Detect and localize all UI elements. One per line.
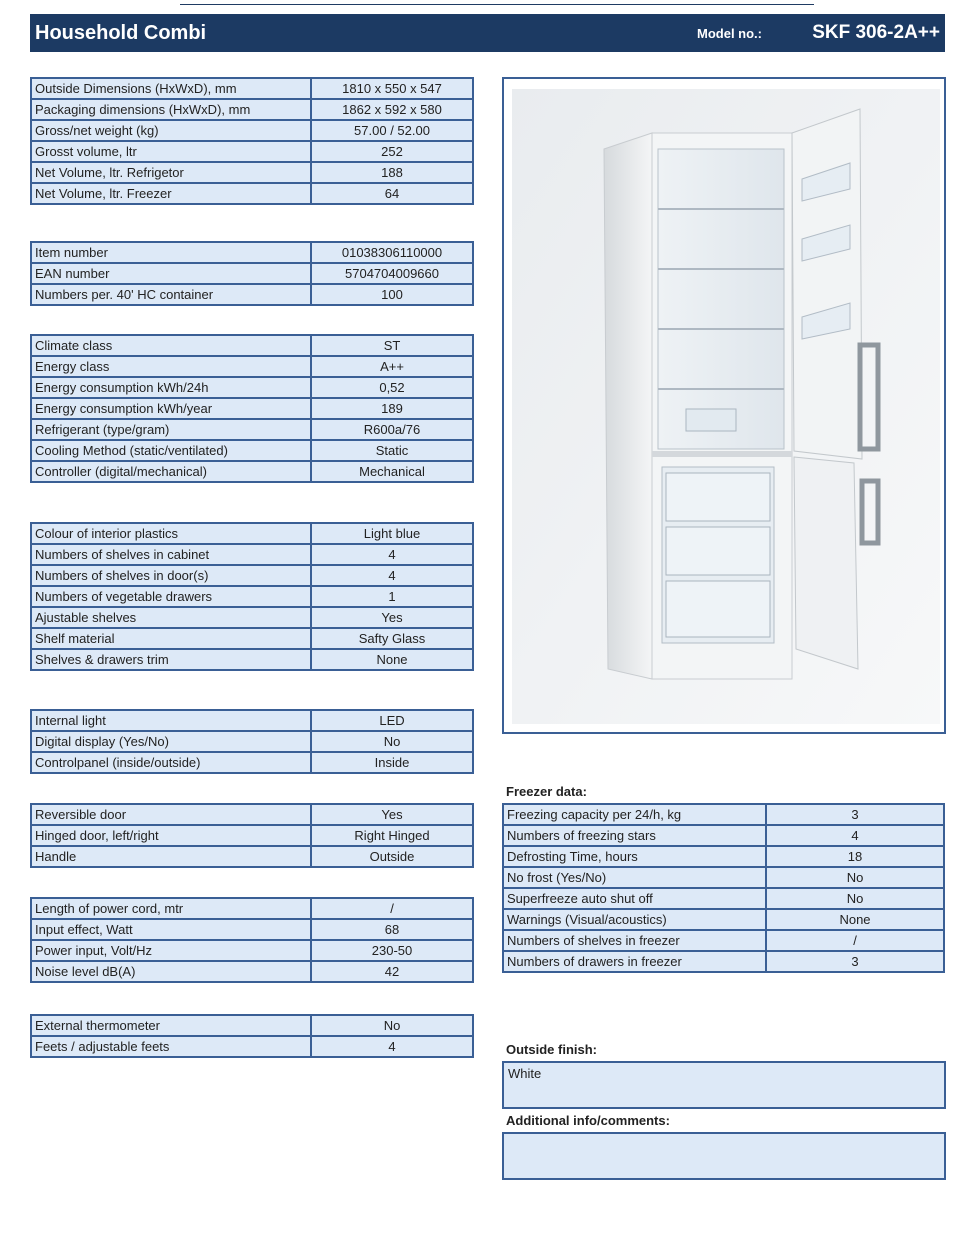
spec-value: 01038306110000 (311, 242, 473, 263)
spec-value: Yes (311, 607, 473, 628)
additional-info-field (502, 1132, 946, 1180)
spec-table (30, 897, 474, 983)
freezer-value: / (766, 930, 944, 951)
spec-value: 42 (311, 961, 473, 982)
spec-value: 230-50 (311, 940, 473, 961)
spec-label: Grosst volume, ltr (31, 141, 311, 162)
freezer-label: Warnings (Visual/acoustics) (503, 909, 766, 930)
spec-value: ST (311, 335, 473, 356)
spec-label: Digital display (Yes/No) (31, 731, 311, 752)
table-row (31, 825, 473, 846)
freezer-table (502, 803, 945, 973)
table-row (503, 930, 944, 951)
table-row (31, 1036, 473, 1057)
table-row (31, 120, 473, 141)
freezer-label: Numbers of drawers in freezer (503, 951, 766, 972)
spec-label: Input effect, Watt (31, 919, 311, 940)
spec-value: Yes (311, 804, 473, 825)
freezer-value: 3 (766, 804, 944, 825)
table-row (31, 162, 473, 183)
spec-table (30, 709, 474, 774)
spec-value: Outside (311, 846, 473, 867)
table-row (31, 544, 473, 565)
spec-label: Cooling Method (static/ventilated) (31, 440, 311, 461)
spec-value: Static (311, 440, 473, 461)
spec-label: Hinged door, left/right (31, 825, 311, 846)
table-row (31, 565, 473, 586)
table-row (503, 846, 944, 867)
spec-label: Item number (31, 242, 311, 263)
table-row (31, 752, 473, 773)
spec-label: Energy consumption kWh/year (31, 398, 311, 419)
spec-value: Right Hinged (311, 825, 473, 846)
spec-label: Numbers of shelves in cabinet (31, 544, 311, 565)
spec-label: Net Volume, ltr. Freezer (31, 183, 311, 204)
table-row (31, 919, 473, 940)
top-rule (180, 4, 814, 5)
spec-label: Internal light (31, 710, 311, 731)
spec-label: Shelves & drawers trim (31, 649, 311, 670)
freezer-label: Numbers of shelves in freezer (503, 930, 766, 951)
table-row (31, 419, 473, 440)
spec-label: Ajustable shelves (31, 607, 311, 628)
table-row (31, 898, 473, 919)
table-row (31, 586, 473, 607)
table-row (31, 731, 473, 752)
table-row (503, 909, 944, 930)
spec-value: Mechanical (311, 461, 473, 482)
freezer-value: 3 (766, 951, 944, 972)
spec-label: Controller (digital/mechanical) (31, 461, 311, 482)
spec-value: 4 (311, 544, 473, 565)
spec-value: 4 (311, 1036, 473, 1057)
freezer-value: No (766, 888, 944, 909)
spec-table (30, 77, 474, 205)
table-row (31, 710, 473, 731)
spec-table (30, 803, 474, 868)
spec-value: R600a/76 (311, 419, 473, 440)
table-row (31, 284, 473, 305)
table-row (31, 607, 473, 628)
additional-info-title: Additional info/comments: (506, 1113, 670, 1128)
spec-value: 57.00 / 52.00 (311, 120, 473, 141)
table-row (31, 440, 473, 461)
spec-value: 252 (311, 141, 473, 162)
page-title: Household Combi (35, 22, 207, 44)
spec-value: Inside (311, 752, 473, 773)
spec-label: Energy consumption kWh/24h (31, 377, 311, 398)
table-row (503, 951, 944, 972)
spec-value: 188 (311, 162, 473, 183)
fridge-freezer-image (512, 89, 940, 724)
table-row (31, 263, 473, 284)
spec-value: / (311, 898, 473, 919)
spec-label: External thermometer (31, 1015, 311, 1036)
table-row (31, 804, 473, 825)
table-row (31, 649, 473, 670)
spec-label: Packaging dimensions (HxWxD), mm (31, 99, 311, 120)
spec-label: Net Volume, ltr. Refrigetor (31, 162, 311, 183)
spec-table (30, 241, 474, 306)
model-label: Model no.: (697, 26, 762, 41)
spec-value: Safty Glass (311, 628, 473, 649)
freezer-value: None (766, 909, 944, 930)
table-row (31, 1015, 473, 1036)
freezer-label: Defrosting Time, hours (503, 846, 766, 867)
table-row (31, 141, 473, 162)
table-row (31, 461, 473, 482)
table-row (503, 825, 944, 846)
spec-label: Power input, Volt/Hz (31, 940, 311, 961)
spec-value: 100 (311, 284, 473, 305)
table-row (31, 961, 473, 982)
model-number: SKF 306-2A++ (812, 22, 940, 43)
spec-label: Length of power cord, mtr (31, 898, 311, 919)
table-row (31, 846, 473, 867)
spec-label: Feets / adjustable feets (31, 1036, 311, 1057)
spec-value: No (311, 731, 473, 752)
spec-label: Numbers of vegetable drawers (31, 586, 311, 607)
table-row (31, 335, 473, 356)
table-row (31, 398, 473, 419)
table-row (31, 628, 473, 649)
spec-label: Controlpanel (inside/outside) (31, 752, 311, 773)
outside-finish-field: White (502, 1061, 946, 1109)
spec-label: Handle (31, 846, 311, 867)
spec-label: Numbers of shelves in door(s) (31, 565, 311, 586)
spec-value: A++ (311, 356, 473, 377)
table-row (31, 356, 473, 377)
spec-label: Climate class (31, 335, 311, 356)
page-header (30, 14, 945, 52)
spec-label: Outside Dimensions (HxWxD), mm (31, 78, 311, 99)
spec-label: Gross/net weight (kg) (31, 120, 311, 141)
table-row (503, 888, 944, 909)
spec-label: Refrigerant (type/gram) (31, 419, 311, 440)
spec-table (30, 1014, 474, 1058)
table-row (31, 940, 473, 961)
spec-label: EAN number (31, 263, 311, 284)
table-row (31, 78, 473, 99)
spec-value: Light blue (311, 523, 473, 544)
freezer-value: 18 (766, 846, 944, 867)
spec-table (30, 334, 474, 483)
table-row (31, 242, 473, 263)
spec-value: 64 (311, 183, 473, 204)
spec-label: Noise level dB(A) (31, 961, 311, 982)
table-row (503, 804, 944, 825)
outside-finish-title: Outside finish: (506, 1042, 597, 1057)
spec-label: Reversible door (31, 804, 311, 825)
table-row (31, 377, 473, 398)
table-row (31, 183, 473, 204)
freezer-value: 4 (766, 825, 944, 846)
product-photo-frame (502, 77, 946, 734)
freezer-data-title: Freezer data: (506, 784, 587, 799)
spec-value: 4 (311, 565, 473, 586)
spec-value: 68 (311, 919, 473, 940)
spec-value: No (311, 1015, 473, 1036)
freezer-label: Superfreeze auto shut off (503, 888, 766, 909)
table-row (503, 867, 944, 888)
table-row (31, 99, 473, 120)
spec-value: 1862 x 592 x 580 (311, 99, 473, 120)
freezer-label: Numbers of freezing stars (503, 825, 766, 846)
spec-value: 1 (311, 586, 473, 607)
spec-label: Numbers per. 40' HC container (31, 284, 311, 305)
freezer-value: No (766, 867, 944, 888)
spec-label: Shelf material (31, 628, 311, 649)
spec-value: 5704704009660 (311, 263, 473, 284)
spec-value: 1810 x 550 x 547 (311, 78, 473, 99)
spec-value: 189 (311, 398, 473, 419)
freezer-label: Freezing capacity per 24/h, kg (503, 804, 766, 825)
spec-value: None (311, 649, 473, 670)
spec-label: Energy class (31, 356, 311, 377)
spec-value: LED (311, 710, 473, 731)
spec-label: Colour of interior plastics (31, 523, 311, 544)
freezer-label: No frost (Yes/No) (503, 867, 766, 888)
spec-value: 0,52 (311, 377, 473, 398)
table-row (31, 523, 473, 544)
spec-table (30, 522, 474, 671)
